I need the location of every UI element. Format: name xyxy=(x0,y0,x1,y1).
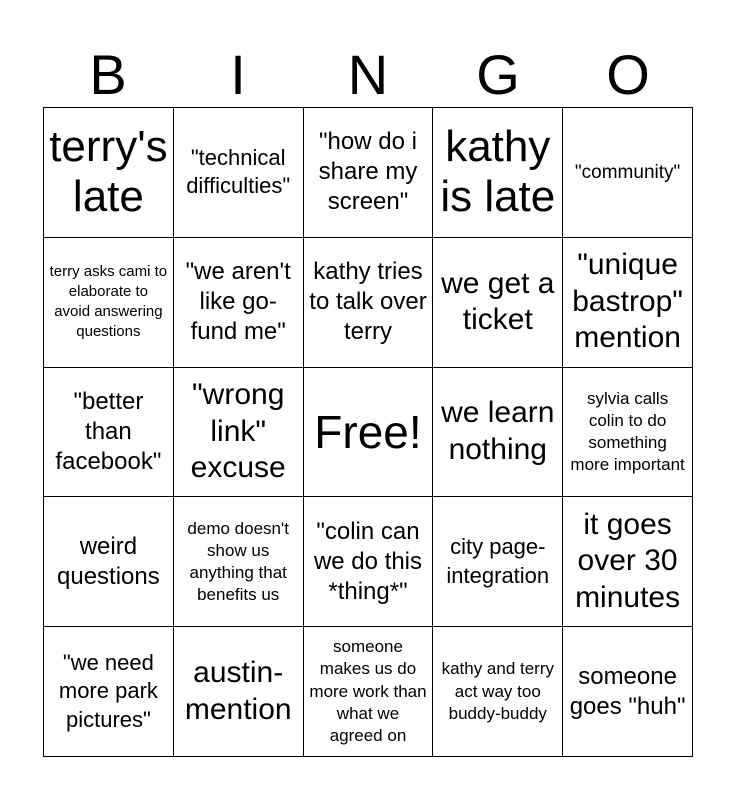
bingo-cell[interactable]: "unique bastrop" mention xyxy=(563,238,693,368)
bingo-cell[interactable]: "how do i share my screen" xyxy=(304,108,434,238)
bingo-cell[interactable]: weird questions xyxy=(44,497,174,627)
header-letter-i: I xyxy=(230,43,246,106)
bingo-cell[interactable]: "colin can we do this *thing*" xyxy=(304,497,434,627)
header-letter-g: G xyxy=(476,43,520,106)
bingo-board xyxy=(43,107,693,757)
header-letter-o: O xyxy=(606,43,650,106)
bingo-cell[interactable]: austin-mention xyxy=(174,627,304,757)
bingo-cell[interactable]: sylvia calls colin to do something more important xyxy=(563,368,693,498)
bingo-cell[interactable]: kathy and terry act way too buddy-buddy xyxy=(433,627,563,757)
bingo-header xyxy=(43,44,693,106)
bingo-cell[interactable]: someone goes "huh" xyxy=(563,627,693,757)
bingo-cell[interactable]: "better than facebook" xyxy=(44,368,174,498)
bingo-cell[interactable]: demo doesn't show us anything that benefits us xyxy=(174,497,304,627)
bingo-cell[interactable]: we learn nothing xyxy=(433,368,563,498)
header-letter-n: N xyxy=(347,43,389,106)
bingo-cell[interactable]: "community" xyxy=(563,108,693,238)
bingo-cell[interactable]: terry asks cami to elaborate to avoid answering questions xyxy=(44,238,174,368)
bingo-cell[interactable]: kathy is late xyxy=(433,108,563,238)
bingo-cell[interactable]: "technical difficulties" xyxy=(174,108,304,238)
bingo-cell[interactable]: someone makes us do more work than what we agreed on xyxy=(304,627,434,757)
bingo-cell[interactable]: kathy tries to talk over terry xyxy=(304,238,434,368)
bingo-cell[interactable]: "wrong link" excuse xyxy=(174,368,304,498)
bingo-cell[interactable]: we get a ticket xyxy=(433,238,563,368)
bingo-cell[interactable]: "we aren't like go-fund me" xyxy=(174,238,304,368)
bingo-cell[interactable]: it goes over 30 minutes xyxy=(563,497,693,627)
bingo-cell[interactable]: "we need more park pictures" xyxy=(44,627,174,757)
free-cell[interactable]: Free! xyxy=(304,368,434,498)
bingo-cell[interactable]: city page-integration xyxy=(433,497,563,627)
header-letter-b: B xyxy=(89,43,127,106)
bingo-cell[interactable]: terry's late xyxy=(44,108,174,238)
